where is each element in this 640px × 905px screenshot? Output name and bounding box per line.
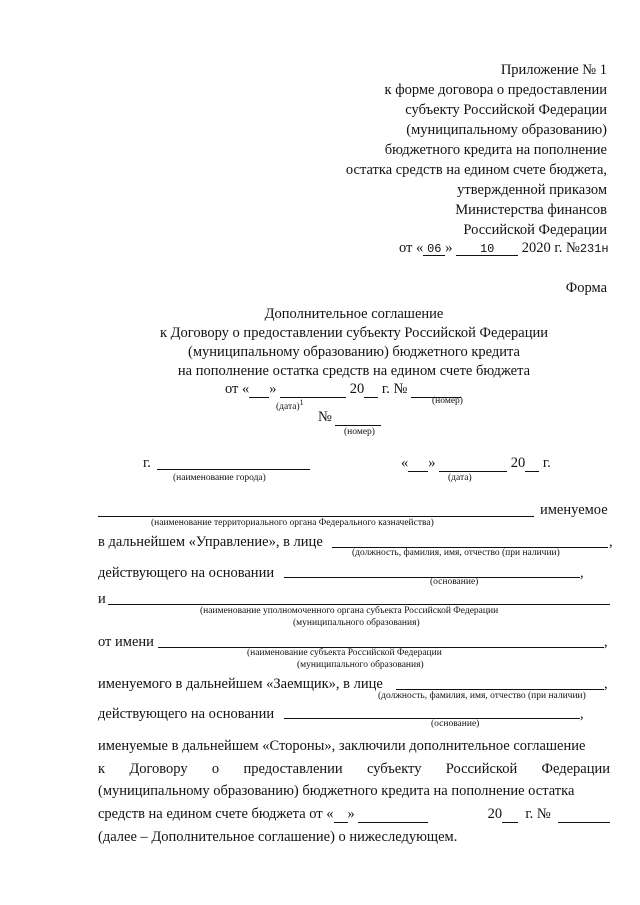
title-line-4: на пополнение остатка средств на едином счете бюджета xyxy=(177,363,531,379)
body-line-4-prefix: средств на едином счете бюджета от « xyxy=(98,806,334,822)
office-hint: (должность, фамилия, имя, отчество (при наличии) xyxy=(352,548,560,558)
body-year-blank[interactable] xyxy=(502,807,518,823)
appendix-line-2: к форме договора о предоставлении xyxy=(384,82,607,98)
territorial-hint: (наименование территориального органа Федерального казначейства) xyxy=(151,518,434,528)
body-word: Федерации xyxy=(541,761,610,777)
date-prefix: от « xyxy=(225,381,250,397)
city-blank[interactable] xyxy=(157,469,310,470)
appendix-line-6: остатка средств на едином счете бюджета, xyxy=(345,162,607,178)
order-prefix: от « xyxy=(399,240,424,256)
body-word: предоставлении xyxy=(243,761,343,777)
body-word: Российской xyxy=(445,761,518,777)
subject-hint-2: (муниципального образования) xyxy=(297,660,424,670)
year-part: 20 xyxy=(349,381,365,397)
place-day-blank[interactable] xyxy=(408,456,428,472)
order-mid: » xyxy=(445,240,453,256)
body-line-5: (далее – Дополнительное соглашение) о нижеследующем. xyxy=(98,829,458,845)
appendix-line-7: утвержденной приказом xyxy=(457,182,607,198)
date-month-blank[interactable] xyxy=(280,382,346,398)
body-line-1-text: именуемые в дальнейшем «Стороны», заключили дополнительное соглашение xyxy=(98,738,586,754)
city-hint: (наименование города) xyxy=(173,473,266,483)
appendix-line-4: (муниципальному образованию) xyxy=(406,122,607,138)
borrower-hint: (должность, фамилия, имя, отчество (при наличии) xyxy=(378,691,586,701)
number-hint: (номер) xyxy=(432,396,463,406)
place-year-part: 20 xyxy=(510,455,526,471)
body-line-1 xyxy=(98,739,610,754)
year-blank[interactable] xyxy=(364,382,378,398)
basis2-hint: (основание) xyxy=(431,719,480,729)
title-line-1: Дополнительное соглашение xyxy=(264,306,444,322)
authorized-hint-1: (наименование уполномоченного органа субъекта Российской Федерации xyxy=(200,606,499,616)
appendix-line-5: бюджетного кредита на пополнение xyxy=(384,142,607,158)
office-comma: , xyxy=(609,534,613,550)
body-line-2 xyxy=(98,762,610,777)
territorial-body-blank[interactable] xyxy=(98,516,534,517)
second-number-blank[interactable] xyxy=(335,410,381,426)
second-number-hint: (номер) xyxy=(344,427,375,437)
place-year-blank[interactable] xyxy=(525,456,539,472)
named-word: именуемое xyxy=(540,502,608,518)
appendix-line-1: Приложение № 1 xyxy=(500,62,607,78)
basis2-prefix: действующего на основании xyxy=(98,706,275,722)
authorized-body-blank[interactable] xyxy=(108,604,610,605)
number-label: г. № xyxy=(381,381,408,397)
borrower-blank[interactable] xyxy=(396,689,604,690)
city-label: г. xyxy=(143,455,151,471)
body-number-label: г. № xyxy=(525,806,551,822)
date-hint-text: (дата) xyxy=(276,402,300,413)
footnote-marker: 1 xyxy=(299,398,304,407)
behalf-comma: , xyxy=(604,634,608,650)
body-day-blank[interactable] xyxy=(334,807,348,823)
appendix-line-8: Министерства финансов xyxy=(455,202,607,218)
body-line-3-text: (муниципальному образованию) бюджетного кредита на пополнение остатка xyxy=(98,783,575,799)
authorized-hint-2: (муниципального образования) xyxy=(293,618,420,628)
place-year-suffix: г. xyxy=(542,455,551,471)
body-year-part: 20 xyxy=(487,806,503,822)
and-word: и xyxy=(98,591,106,607)
body-word: субъекту xyxy=(366,761,422,777)
borrower-prefix: именуемого в дальнейшем «Заемщик», в лице xyxy=(98,676,383,692)
basis-prefix: действующего на основании xyxy=(98,565,275,581)
body-line-4 xyxy=(98,807,610,823)
order-month: 10 xyxy=(456,243,518,256)
behalf-prefix: от имени xyxy=(98,634,154,650)
office-prefix: в дальнейшем «Управление», в лице xyxy=(98,534,323,550)
body-word: Договору xyxy=(129,761,188,777)
place-date-open: « xyxy=(401,455,409,471)
title-line-3: (муниципальному образованию) бюджетного кредита xyxy=(188,344,520,360)
appendix-line-3: субъекту Российской Федерации xyxy=(405,102,607,118)
date-mid: » xyxy=(269,381,277,397)
order-year: 2020 г. № xyxy=(521,240,580,256)
body-word: о xyxy=(211,761,220,777)
basis-comma: , xyxy=(580,565,584,581)
second-number-line xyxy=(318,410,381,426)
order-day: 06 xyxy=(423,243,445,256)
body-number-blank[interactable] xyxy=(558,807,610,823)
order-date-line xyxy=(399,241,609,256)
second-number-label: № xyxy=(318,409,332,425)
date-day-blank[interactable] xyxy=(249,382,269,398)
date-hint xyxy=(276,399,304,413)
appendix-line-9: Российской Федерации xyxy=(463,222,607,238)
subject-hint-1: (наименование субъекта Российской Федерации xyxy=(247,648,442,658)
body-word: к xyxy=(98,761,106,777)
title-line-2: к Договору о предоставлении субъекту Российской Федерации xyxy=(159,325,548,341)
place-date-hint: (дата) xyxy=(448,473,472,483)
place-month-blank[interactable] xyxy=(439,456,507,472)
place-date-line xyxy=(401,456,551,472)
place-date-close: » xyxy=(428,455,436,471)
order-number: 231н xyxy=(579,242,609,256)
basis-hint: (основание) xyxy=(430,577,479,587)
form-label: Форма xyxy=(565,280,607,296)
basis2-comma: , xyxy=(580,706,584,722)
agreement-date-line xyxy=(225,382,461,398)
body-line-3 xyxy=(98,784,610,799)
body-month-blank[interactable] xyxy=(358,807,428,823)
borrower-comma: , xyxy=(604,676,608,692)
body-line-4-mid: » xyxy=(347,806,355,822)
